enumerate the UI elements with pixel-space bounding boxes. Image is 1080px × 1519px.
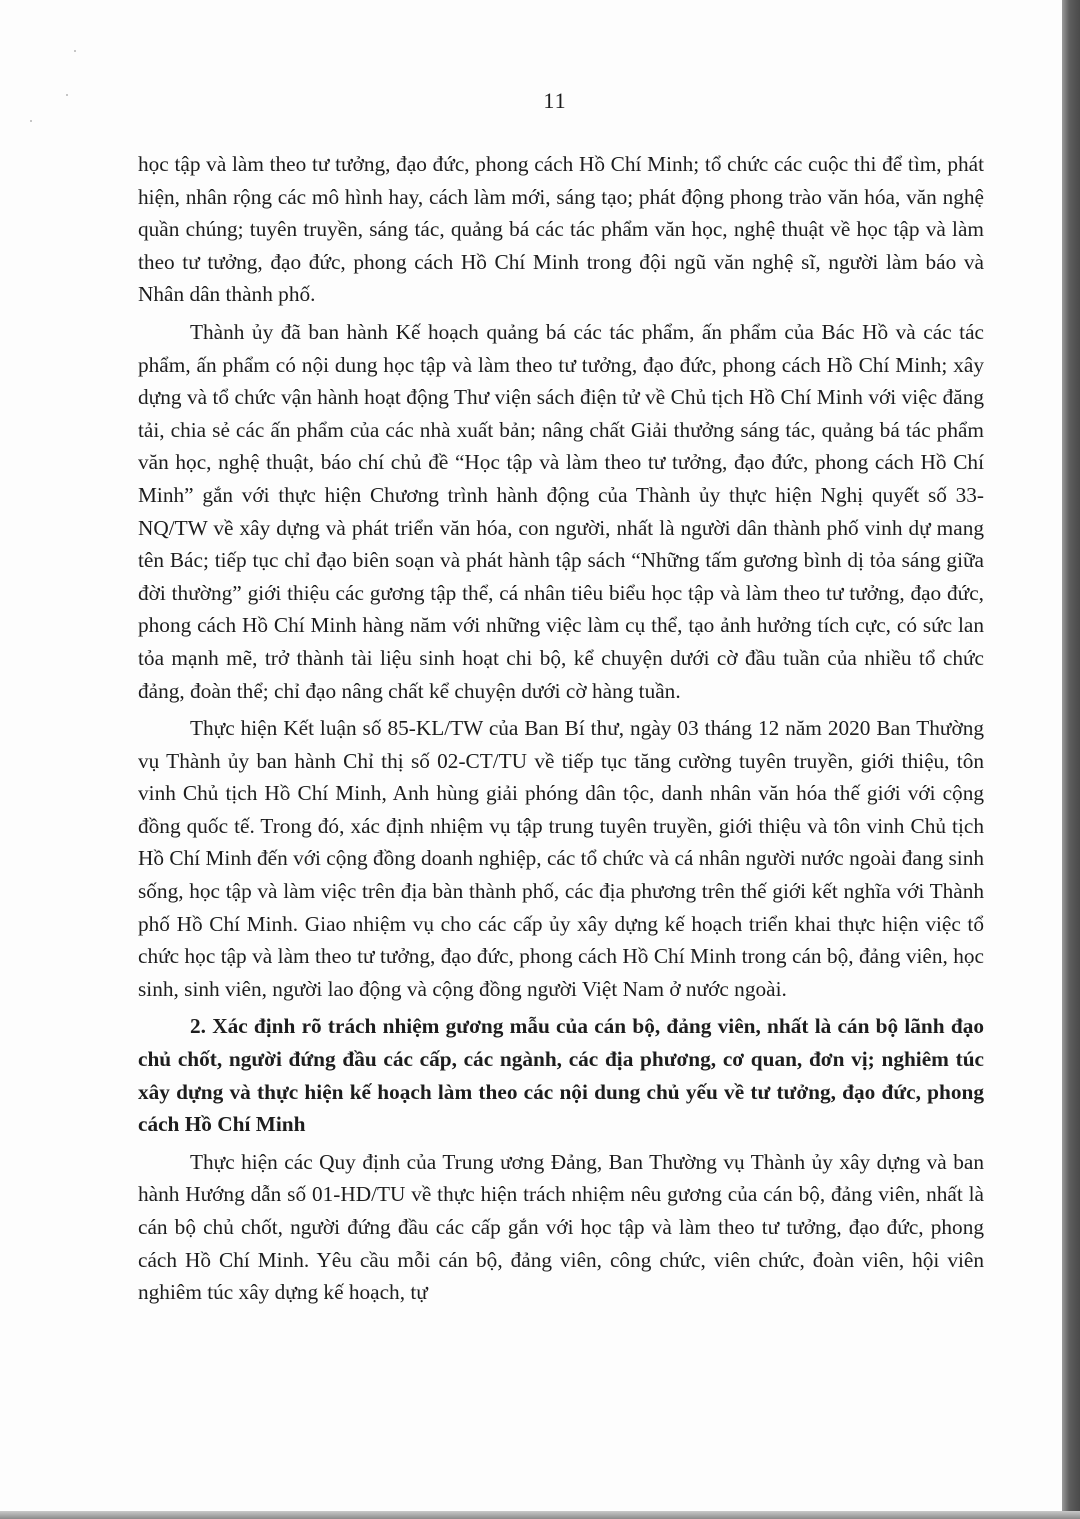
scan-speck <box>74 50 76 52</box>
page-number: 11 <box>543 88 567 113</box>
paragraph: Thực hiện các Quy định của Trung ương Đảng, Ban Thường vụ Thành ủy xây dựng và ban hành Hướng dẫn số 01-HD/TU về thực hiện trách nhiệm nêu gương của cán bộ, đảng viên, nhất là cán bộ chủ chốt, người đứng đầu các cấp gắn với học tập và làm theo tư tưởng, đạo đức, phong cách Hồ Chí Minh. Yêu cầu mỗi cán bộ, đảng viên, công chức, viên chức, đoàn viên, hội viên nghiêm túc xây dựng kế hoạch, tự <box>138 1149 984 1305</box>
paragraph-continued: học tập và làm theo tư tưởng, đạo đức, phong cách Hồ Chí Minh; tổ chức các cuộc thi để tìm, phát hiện, nhân rộng các mô hình hay, cách làm mới, sáng tạo; phát động phong trào văn hóa, văn nghệ quần chúng; tuyên truyền, sáng tác, quảng bá các tác phẩm văn học, nghệ thuật về học tập và làm theo tư tưởng, đạo đức, phong cách Hồ Chí Minh trong đội ngũ văn nghệ sĩ, người làm báo và Nhân dân thành phố. <box>138 152 984 307</box>
section-heading: 2. Xác định rõ trách nhiệm gương mẫu của cán bộ, đảng viên, nhất là cán bộ lãnh đạo chủ chốt, người đứng đầu các cấp, các ngành, các địa phương, cơ quan, đơn vị; nghiêm túc xây dựng và thực hiện kế hoạch làm theo các nội dung chủ yếu về tư tưởng, đạo đức, phong cách Hồ Chí Minh <box>138 1014 984 1137</box>
paragraph: Thực hiện Kết luận số 85-KL/TW của Ban Bí thư, ngày 03 tháng 12 năm 2020 Ban Thường vụ Thành ủy ban hành Chỉ thị số 02-CT/TU về tiếp tục tăng cường tuyên truyền, giới thiệu, tôn vinh Chủ tịch Hồ Chí Minh, Anh hùng giải phóng dân tộc, danh nhân văn hóa thế giới với cộng đồng quốc tế. Trong đó, xác định nhiệm vụ tập trung tuyên truyền, giới thiệu và tôn vinh Chủ tịch Hồ Chí Minh đến với cộng đồng doanh nghiệp, các tổ chức và cá nhân người nước ngoài đang sinh sống, học tập và làm việc trên địa bàn thành phố, các địa phương trên thế giới kết nghĩa với Thành phố Hồ Chí Minh. Giao nhiệm vụ cho các cấp ủy xây dựng kế hoạch triển khai thực hiện việc tổ chức học tập và làm theo tư tưởng, đạo đức, phong cách Hồ Chí Minh trong cán bộ, đảng viên, học sinh, sinh viên, người lao động và cộng đồng người Việt Nam ở nước ngoài. <box>138 716 984 1001</box>
scan-speck <box>30 120 32 122</box>
paragraph: Thành ủy đã ban hành Kế hoạch quảng bá các tác phẩm, ấn phẩm của Bác Hồ và các tác phẩm, ấn phẩm có nội dung học tập và làm theo tư tưởng, đạo đức, phong cách Hồ Chí Minh; xây dựng và tổ chức vận hành hoạt động Thư viện sách điện tử về Chủ tịch Hồ Chí Minh với việc đăng tải, chia sẻ các ấn phẩm của các nhà xuất bản; nâng chất Giải thưởng sáng tác, quảng bá tác phẩm văn học, nghệ thuật, báo chí chủ đề “Học tập và làm theo tư tưởng, đạo đức, phong cách Hồ Chí Minh” gắn với thực hiện Chương trình hành động của Thành ủy thực hiện Nghị quyết số 33-NQ/TW về xây dựng và phát triển văn hóa, con người, nhất là người dân thành phố vinh dự mang tên Bác; tiếp tục chỉ đạo biên soạn và phát hành tập sách “Những tấm gương bình dị tỏa sáng giữa đời thường” giới thiệu các gương tập thể, cá nhân tiêu biểu học tập và làm theo tư tưởng, đạo đức, phong cách Hồ Chí Minh hàng năm với những việc làm cụ thể, tạo ảnh hưởng tích cực, có sức lan tỏa mạnh mẽ, trở thành tài liệu sinh hoạt chi bộ, kể chuyện dưới cờ đầu tuần của nhiều tổ chức đảng, đoàn thể; chỉ đạo nâng chất kể chuyện dưới cờ hàng tuần. <box>138 319 984 703</box>
scan-edge-right <box>1062 0 1080 1519</box>
scan-edge-bottom <box>0 1511 1080 1519</box>
document-body <box>138 148 984 1309</box>
